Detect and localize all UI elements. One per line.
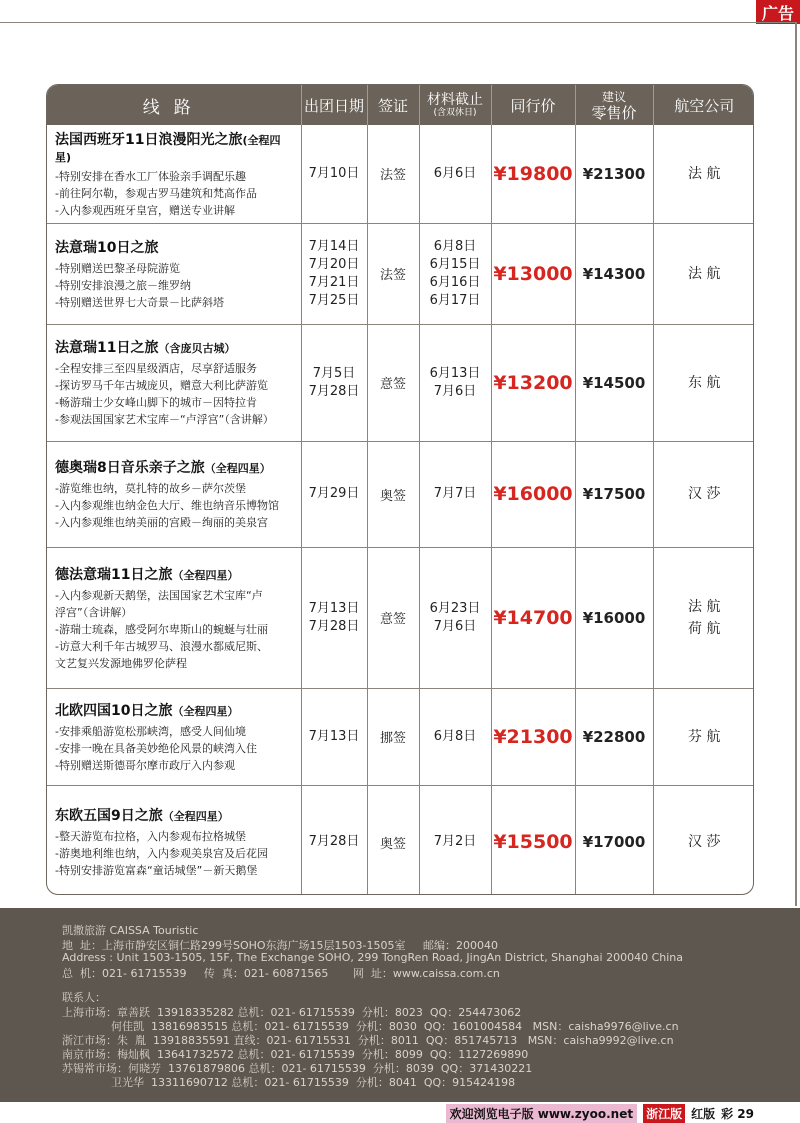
route-title-note: （全程四星） [204, 462, 271, 475]
route-title [55, 564, 297, 584]
departure-date: 7月13日 [308, 600, 360, 616]
header-date: 出团日期 [301, 85, 367, 125]
table-row [47, 441, 754, 547]
route-name: 德奥瑞8日音乐亲子之旅 [55, 460, 205, 476]
visa-cell: 意签 [367, 324, 419, 441]
retail-price: ¥14300 [575, 223, 653, 324]
deadline-date: 6月8日 [433, 238, 477, 254]
departure-date: 7月13日 [308, 728, 360, 744]
route-highlight: -入内参观维也纳金色大厅、维也纳音乐博物馆 [55, 499, 279, 512]
route-highlight: -畅游瑞士少女峰山脚下的城市－因特拉肯 [55, 396, 257, 409]
deadline-date: 6月8日 [433, 728, 477, 744]
departure-date: 7月28日 [308, 618, 360, 634]
deadline-date: 7月7日 [433, 486, 477, 501]
retail-price: ¥16000 [575, 547, 653, 688]
departure-date: 7月5日 [312, 365, 356, 381]
airline-cell [653, 785, 754, 895]
departure-date: 7月25日 [308, 292, 360, 308]
deadline-date: 7月2日 [433, 834, 477, 850]
route-cell [47, 547, 301, 688]
route-title [55, 237, 297, 257]
retail-price: ¥14500 [575, 324, 653, 441]
route-highlight: -特别安排在香水工厂体验亲手调配乐趣 [55, 169, 246, 183]
table-header-row [47, 85, 754, 125]
airline-cell [653, 547, 754, 688]
visa-cell: 奥签 [367, 441, 419, 547]
route-highlight: -探访罗马千年古城庞贝，赠意大利比萨游览 [55, 379, 268, 392]
departure-date: 7月28日 [308, 383, 360, 399]
airline-cell [653, 324, 754, 441]
contact-line: 卫光华 13311690712 总机：021- 61715539 分机：8041 QQ：915424198 [62, 1076, 516, 1089]
header-deadline-note: (含双休日) [433, 107, 477, 118]
route-highlight: -特别赠送巴黎圣母院游览 [55, 261, 180, 275]
trade-price: ¥13000 [491, 223, 575, 324]
route-highlight: -整天游览布拉格，入内参观布拉格城堡 [55, 830, 246, 844]
deadline-cell [419, 688, 491, 785]
table-row [47, 125, 754, 223]
airline-name: 汉 莎 [688, 834, 721, 851]
website-banner[interactable]: 欢迎浏览电子版 www.zyoo.net [446, 1104, 638, 1123]
trade-price: ¥19800 [491, 125, 575, 223]
departure-date: 7月29日 [308, 486, 360, 501]
deadline-date: 6月16日 [429, 274, 481, 290]
address-cn: 地 址：上海市静安区铜仁路299号SOHO东海广场15层1503-1505室 邮编：200040 [62, 939, 498, 952]
route-title-note: (全程四星) [55, 133, 281, 164]
airline-cell [653, 441, 754, 547]
route-cell [47, 125, 301, 223]
route-name: 北欧四国10日之旅 [55, 702, 173, 719]
departure-date: 7月20日 [308, 256, 360, 272]
deadline-cell [419, 547, 491, 688]
deadline-cell [419, 223, 491, 324]
page-number: 彩 29 [721, 1106, 754, 1121]
airline-cell [653, 688, 754, 785]
route-highlight: -全程安排三至四星级酒店，尽享舒适服务 [55, 362, 257, 375]
edition-region: 浙江版 [643, 1104, 685, 1123]
airline-name: 法 航 [688, 598, 721, 615]
ad-badge: 广告 [756, 0, 800, 24]
route-title [55, 337, 297, 357]
retail-price: ¥17000 [575, 785, 653, 895]
date-cell [301, 125, 367, 223]
visa-cell: 奥签 [367, 785, 419, 895]
contact-line: 浙江市场：朱 胤 13918835591 直线：021- 61715531 分机：8011 QQ：851745713 MSN：caisha9992@live.cn [62, 1034, 674, 1047]
route-highlight: -游瑞士琉森，感受阿尔卑斯山的蜿蜒与壮丽 [55, 622, 268, 636]
route-name: 法意瑞10日之旅 [55, 239, 159, 256]
route-name: 东欧五国9日之旅 [55, 808, 163, 825]
route-highlight: -入内参观维也纳美丽的宫殿－绚丽的美泉宫 [55, 516, 268, 529]
route-title [55, 805, 297, 825]
deadline-date: 6月15日 [429, 256, 481, 272]
address-en: Address : Unit 1503-1505, 15F, The Exchange SOHO, 299 TongRen Road, JingAn District, Shanghai 200040 China [62, 951, 684, 964]
route-name: 法意瑞11日之旅 [55, 340, 159, 356]
trade-price: ¥21300 [491, 688, 575, 785]
airline-cell [653, 223, 754, 324]
header-retail-line1: 建议 [601, 90, 626, 104]
deadline-date: 6月23日 [429, 600, 481, 616]
date-cell [301, 785, 367, 895]
route-name: 德法意瑞11日之旅 [55, 566, 173, 583]
company-name: 凯撒旅游 CAISSA Touristic [62, 924, 199, 937]
route-cell [47, 785, 301, 895]
airline-cell [653, 125, 754, 223]
route-highlight: -入内参观新天鹅堡，法国国家艺术宝库“卢 [55, 588, 263, 602]
route-name: 法国西班牙11日浪漫阳光之旅 [55, 131, 243, 148]
deadline-date: 7月6日 [433, 383, 477, 399]
route-cell [47, 441, 301, 547]
retail-price: ¥17500 [575, 441, 653, 547]
route-cell [47, 688, 301, 785]
header-route: 线路 [47, 85, 301, 125]
phone-line: 总 机：021- 61715539 传 真：021- 60871565 网 址：www.caissa.com.cn [62, 967, 500, 980]
route-highlight: 浮宫”（含讲解） [55, 605, 133, 619]
route-highlight: -游奥地利维也纳，入内参观美泉宫及后花园 [55, 847, 268, 861]
header-deadline [419, 85, 491, 125]
deadline-date: 7月6日 [433, 618, 477, 634]
trade-price: ¥16000 [491, 441, 575, 547]
header-retail [575, 85, 653, 125]
route-title-note: （全程四星） [172, 568, 239, 582]
route-title-note: （全程四星） [172, 704, 239, 718]
visa-cell: 意签 [367, 547, 419, 688]
route-title [55, 129, 297, 165]
trade-price: ¥14700 [491, 547, 575, 688]
contact-line: 上海市场：章善跃 13918335282 总机：021- 61715539 分机：8023 QQ：254473062 [62, 1006, 522, 1019]
departure-date: 7月28日 [308, 834, 360, 850]
departure-date: 7月21日 [308, 274, 360, 290]
date-cell [301, 223, 367, 324]
deadline-cell [419, 125, 491, 223]
deadline-cell [419, 441, 491, 547]
deadline-date: 6月6日 [433, 165, 477, 181]
contact-line: 南京市场：梅灿枫 13641732572 总机：021- 61715539 分机：8099 QQ：1127269890 [62, 1048, 529, 1061]
route-highlight: -安排乘船游览松那峡湾，感受人间仙境 [55, 724, 246, 738]
route-title [55, 700, 297, 720]
airline-name: 东 航 [688, 374, 721, 391]
table-row [47, 223, 754, 324]
contact-line: 何佳凯 13816983515 总机：021- 61715539 分机：8030 QQ：1601004584 MSN：caisha9976@live.cn [62, 1020, 679, 1033]
visa-cell: 挪签 [367, 688, 419, 785]
route-highlight: -游览维也纳，莫扎特的故乡－萨尔茨堡 [55, 482, 246, 495]
trade-price: ¥13200 [491, 324, 575, 441]
route-highlight: -入内参观西班牙皇宫，赠送专业讲解 [55, 203, 235, 217]
deadline-cell [419, 324, 491, 441]
route-highlight: -特别赠送斯德哥尔摩市政厅入内参观 [55, 758, 235, 772]
edition-red: 红版 [691, 1106, 716, 1121]
header-airline: 航空公司 [653, 85, 754, 125]
route-title [55, 457, 297, 477]
departure-date: 7月14日 [308, 238, 360, 254]
deadline-date: 6月13日 [429, 365, 481, 381]
date-cell [301, 547, 367, 688]
airline-name: 法 航 [688, 165, 721, 182]
airline-name: 荷 航 [688, 620, 721, 637]
date-cell [301, 688, 367, 785]
visa-cell: 法签 [367, 223, 419, 324]
contacts-label: 联系人： [62, 991, 106, 1004]
header-visa: 签证 [367, 85, 419, 125]
retail-price: ¥21300 [575, 125, 653, 223]
route-highlight: -特别赠送世界七大奇景－比萨斜塔 [55, 295, 224, 309]
route-highlight: -安排一晚在具备美妙绝伦风景的峡湾入住 [55, 741, 257, 755]
deadline-date: 6月17日 [429, 292, 481, 308]
visa-cell: 法签 [367, 125, 419, 223]
date-cell [301, 441, 367, 547]
route-highlight: -参观法国国家艺术宝库－“卢浮宫”（含讲解） [55, 413, 274, 426]
route-highlight: -前往阿尔勒，参观古罗马建筑和梵高作品 [55, 186, 257, 200]
route-highlight: -特别安排浪漫之旅－维罗纳 [55, 278, 191, 292]
route-cell [47, 324, 301, 441]
contact-line: 苏锡常市场：何晓芳 13761879806 总机：021- 61715539 分机：8039 QQ：371430221 [62, 1062, 533, 1075]
retail-price: ¥22800 [575, 688, 653, 785]
header-deadline-label: 材料截止 [427, 91, 483, 108]
departure-date: 7月10日 [308, 165, 360, 181]
header-trade-price: 同行价 [491, 85, 575, 125]
route-highlight: 文艺复兴发源地佛罗伦萨程 [55, 656, 187, 670]
route-highlight: -访意大利千年古城罗马、浪漫水都威尼斯、 [55, 639, 268, 653]
page-footer-bar [446, 1104, 754, 1122]
date-cell [301, 324, 367, 441]
route-highlight: -特别安排游览富森“童话城堡”－新天鹅堡 [55, 864, 258, 878]
route-title-note: （含庞贝古城） [158, 342, 236, 355]
airline-name: 汉 莎 [688, 486, 721, 502]
table-row [47, 688, 754, 785]
deadline-cell [419, 785, 491, 895]
route-title-note: （全程四星） [162, 810, 229, 824]
table-row [47, 547, 754, 688]
table-row [47, 324, 754, 441]
route-cell [47, 223, 301, 324]
tour-table [46, 84, 754, 895]
airline-name: 芬 航 [688, 728, 721, 745]
header-retail-line2: 零售价 [591, 104, 637, 122]
airline-name: 法 航 [688, 265, 721, 282]
footer-contact [0, 908, 800, 1102]
table-row [47, 785, 754, 895]
trade-price: ¥15500 [491, 785, 575, 895]
